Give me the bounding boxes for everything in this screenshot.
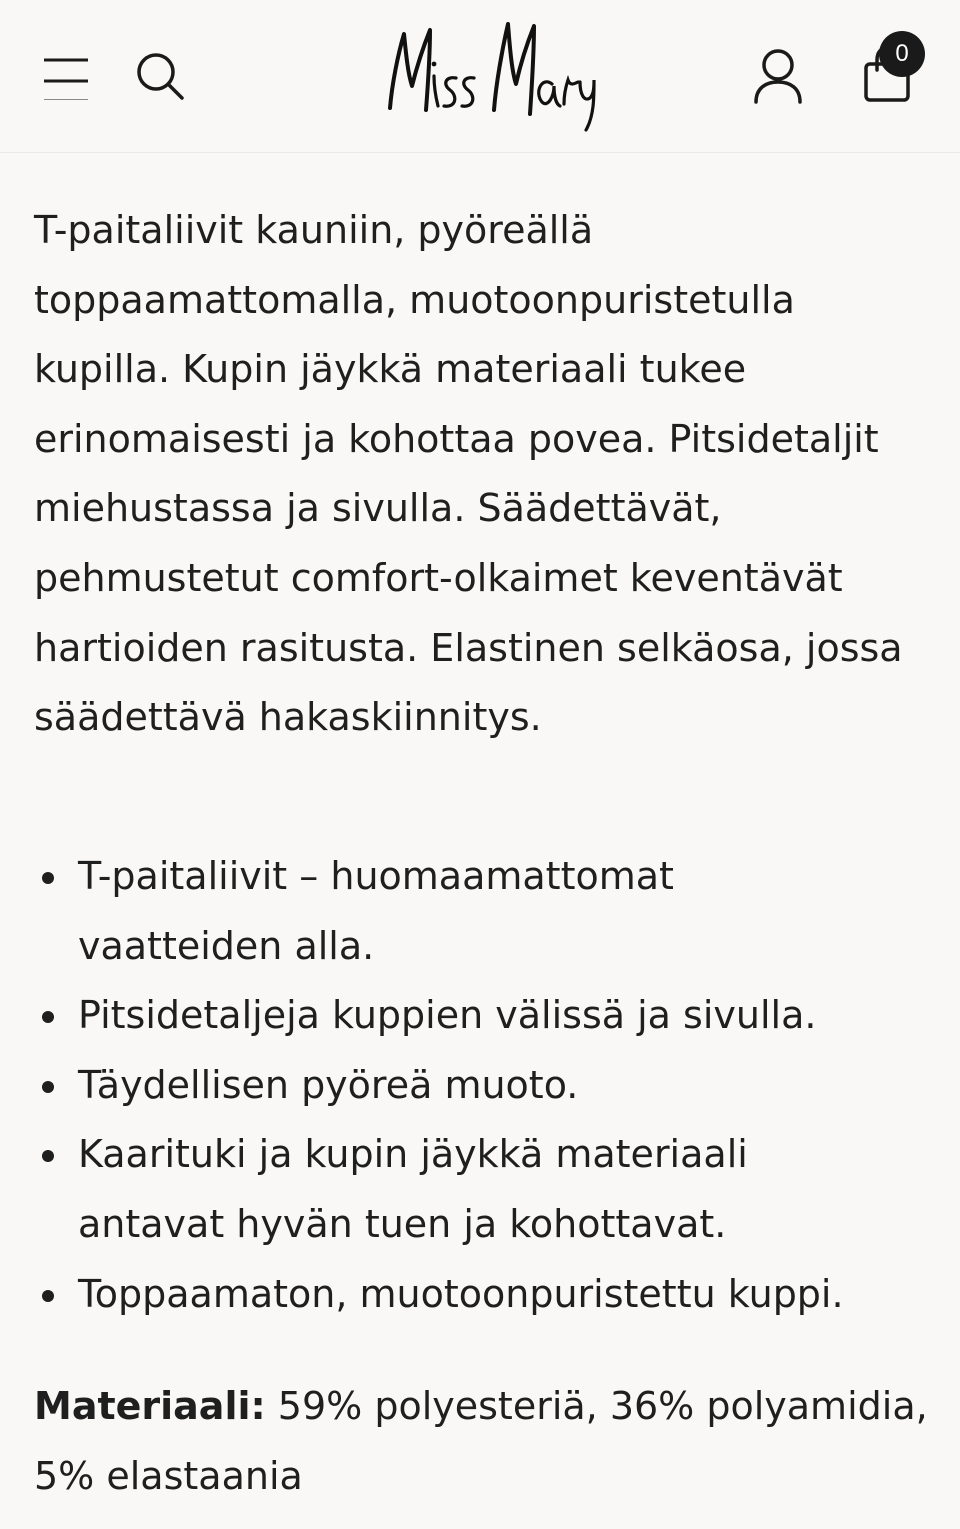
- account-button[interactable]: [746, 42, 810, 110]
- feature-text: Täydellisen pyöreä muoto.: [78, 1062, 579, 1107]
- feature-text: Kaarituki ja kupin jäykkä materiaali: [78, 1132, 748, 1177]
- description-line: hartioiden rasitusta. Elastinen selkäosa, jossa: [34, 625, 903, 670]
- product-description: [34, 196, 934, 753]
- feature-text: antavat hyvän tuen ja kohottavat.: [78, 1201, 727, 1246]
- product-details: [34, 196, 934, 1498]
- feature-text: Toppaamaton, muotoonpuristettu kuppi.: [78, 1271, 844, 1316]
- feature-item: [34, 981, 934, 1051]
- description-line: erinomaisesti ja kohottaa povea. Pitsidetaljit: [34, 416, 879, 461]
- bullet-icon: [42, 1290, 54, 1302]
- description-line: kupilla. Kupin jäykkä materiaali tukee: [34, 347, 747, 392]
- feature-item: [34, 1260, 934, 1330]
- material-composition: 5% elastaania: [34, 1453, 303, 1498]
- description-line: miehustassa ja sivulla. Säädettävät,: [34, 486, 722, 531]
- feature-list: [34, 842, 934, 1329]
- description-line: säädettävä hakaskiinnitys.: [34, 695, 542, 740]
- material-info: [34, 1372, 934, 1511]
- feature-text: vaatteiden alla.: [78, 923, 375, 968]
- description-line: pehmustetut comfort-olkaimet keventävät: [34, 555, 843, 600]
- material-label: Materiaali:: [34, 1384, 266, 1428]
- menu-button[interactable]: [34, 46, 98, 106]
- bullet-icon: [42, 1011, 54, 1023]
- brand-logo[interactable]: [376, 14, 606, 140]
- bullet-icon: [42, 1081, 54, 1093]
- feature-item: [34, 1051, 934, 1121]
- site-header: [0, 0, 960, 153]
- search-icon: [134, 50, 186, 102]
- bullet-icon: [42, 1150, 54, 1162]
- cart-count-badge: 0: [879, 31, 925, 77]
- feature-text: T-paitaliivit – huomaamattomat: [78, 854, 674, 898]
- search-button[interactable]: [128, 44, 192, 108]
- user-icon: [752, 48, 804, 104]
- feature-item: [34, 842, 934, 981]
- bullet-icon: [42, 872, 54, 884]
- material-composition: 59% polyesteriä, 36% polyamidia,: [265, 1384, 928, 1428]
- feature-item: [34, 1120, 934, 1259]
- feature-text: Pitsidetaljeja kuppien välissä ja sivulla.: [78, 993, 817, 1038]
- description-line: toppaamattomalla, muotoonpuristetulla: [34, 277, 795, 322]
- description-line: T-paitaliivit kauniin, pyöreällä: [34, 208, 594, 252]
- miss-mary-logo: [376, 14, 606, 140]
- hamburger-menu-icon: [42, 52, 90, 100]
